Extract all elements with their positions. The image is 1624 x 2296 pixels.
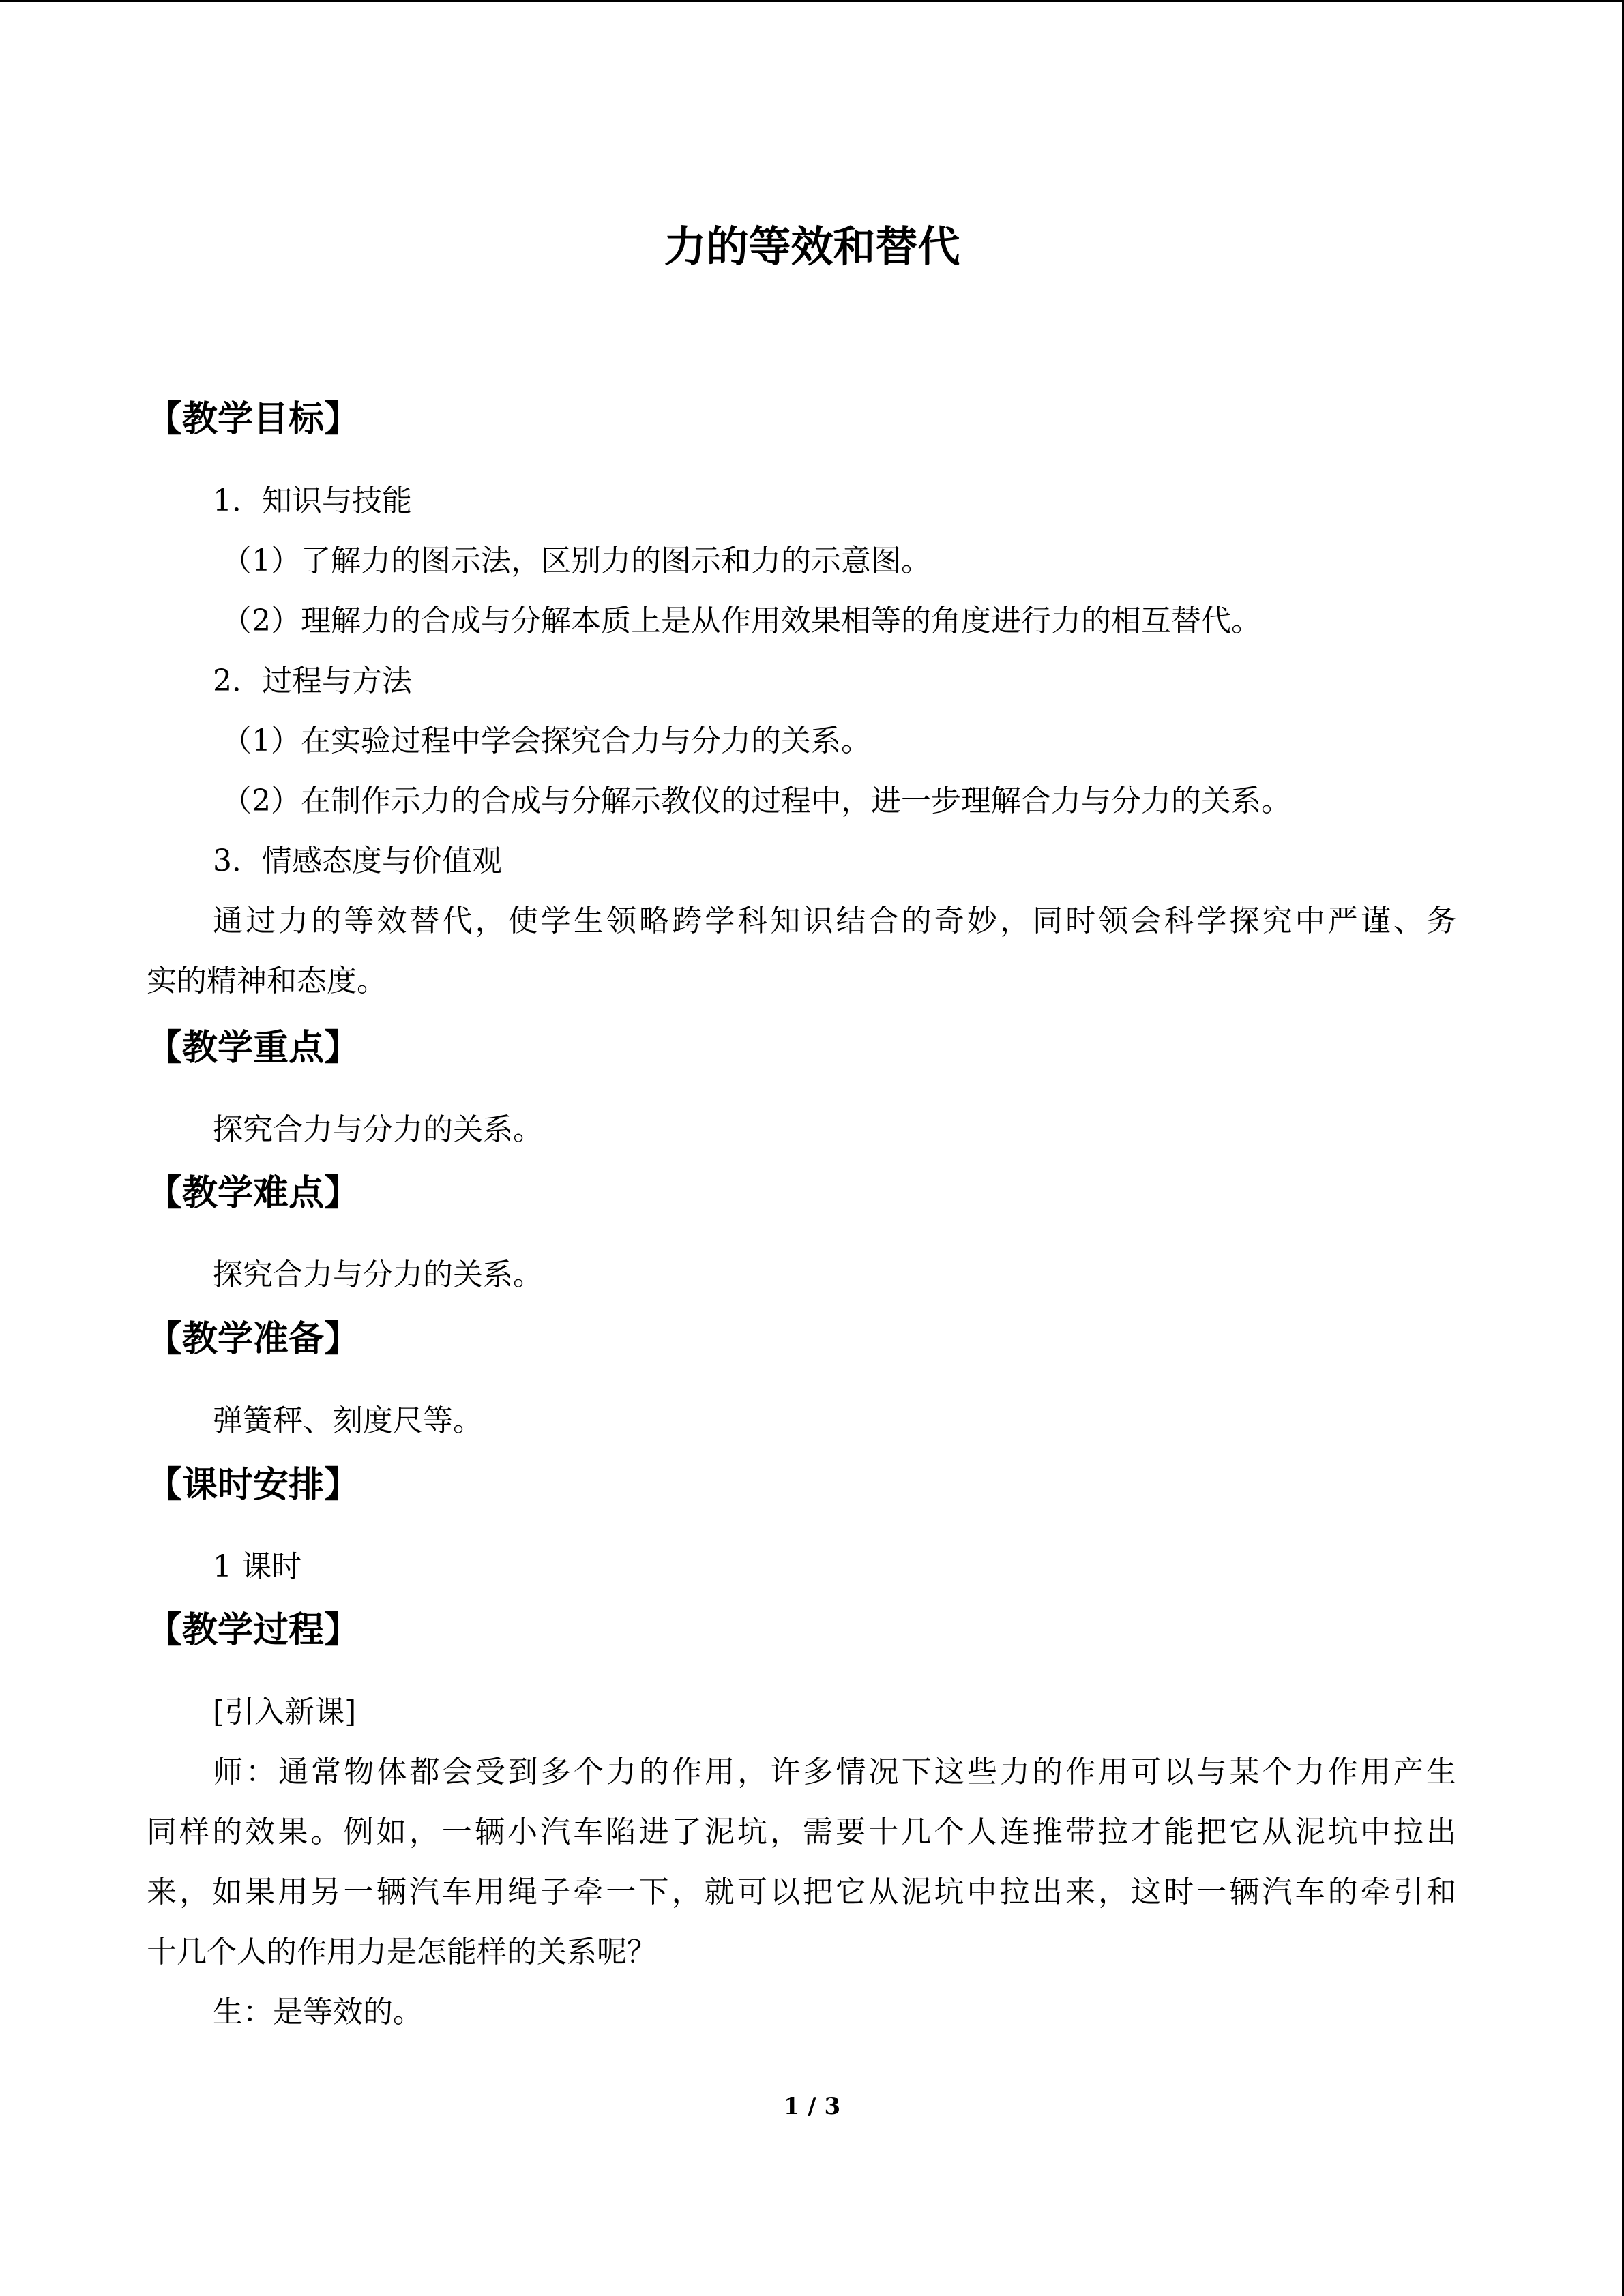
objectives-line: （1）在实验过程中学会探究合力与分力的关系。 bbox=[222, 724, 871, 758]
process-paragraph-line: 同样的效果。例如，一辆小汽车陷进了泥坑，需要十几个人连推带拉才能把它从泥坑中拉出 bbox=[147, 1815, 1456, 1849]
page-number: 1 / 3 bbox=[783, 2093, 841, 2120]
page-title: 力的等效和替代 bbox=[664, 222, 960, 271]
process-intro: [引入新课] bbox=[213, 1695, 357, 1729]
objectives-paragraph-line: 通过力的等效替代，使学生领略跨学科知识结合的奇妙，同时领会科学探究中严谨、务 bbox=[213, 904, 1456, 938]
objectives-line: （1）了解力的图示法，区别力的图示和力的示意图。 bbox=[222, 543, 931, 578]
schedule-text: 1 课时 bbox=[213, 1549, 301, 1584]
objectives-line: 1．知识与技能 bbox=[213, 483, 412, 518]
key-points-text: 探究合力与分力的关系。 bbox=[213, 1112, 543, 1147]
objectives-line: 2．过程与方法 bbox=[213, 664, 412, 698]
objectives-line: 3．情感态度与价值观 bbox=[213, 844, 502, 878]
heading-schedule: 【课时安排】 bbox=[147, 1465, 360, 1506]
process-paragraph-line: 十几个人的作用力是怎能样的关系呢？ bbox=[147, 1935, 657, 1969]
objectives-line: （2）在制作示力的合成与分解示教仪的过程中，进一步理解合力与分力的关系。 bbox=[222, 784, 1291, 818]
objectives-line: （2）理解力的合成与分解本质上是从作用效果相等的角度进行力的相互替代。 bbox=[222, 603, 1261, 638]
page-border-top bbox=[0, 0, 1624, 2]
process-student-answer: 生：是等效的。 bbox=[213, 1995, 423, 2029]
heading-objectives: 【教学目标】 bbox=[147, 399, 360, 440]
preparation-text: 弹簧秤、刻度尺等。 bbox=[213, 1403, 483, 1438]
difficulties-text: 探究合力与分力的关系。 bbox=[213, 1257, 543, 1292]
heading-preparation: 【教学准备】 bbox=[147, 1319, 360, 1360]
heading-difficulties: 【教学难点】 bbox=[147, 1173, 360, 1214]
objectives-paragraph-line: 实的精神和态度。 bbox=[147, 964, 387, 998]
heading-process: 【教学过程】 bbox=[147, 1610, 360, 1651]
process-paragraph-line: 师：通常物体都会受到多个力的作用，许多情况下这些力的作用可以与某个力作用产生 bbox=[213, 1755, 1456, 1789]
process-paragraph-line: 来，如果用另一辆汽车用绳子牵一下，就可以把它从泥坑中拉出来，这时一辆汽车的牵引和 bbox=[147, 1875, 1456, 1909]
heading-key-points: 【教学重点】 bbox=[147, 1028, 360, 1069]
